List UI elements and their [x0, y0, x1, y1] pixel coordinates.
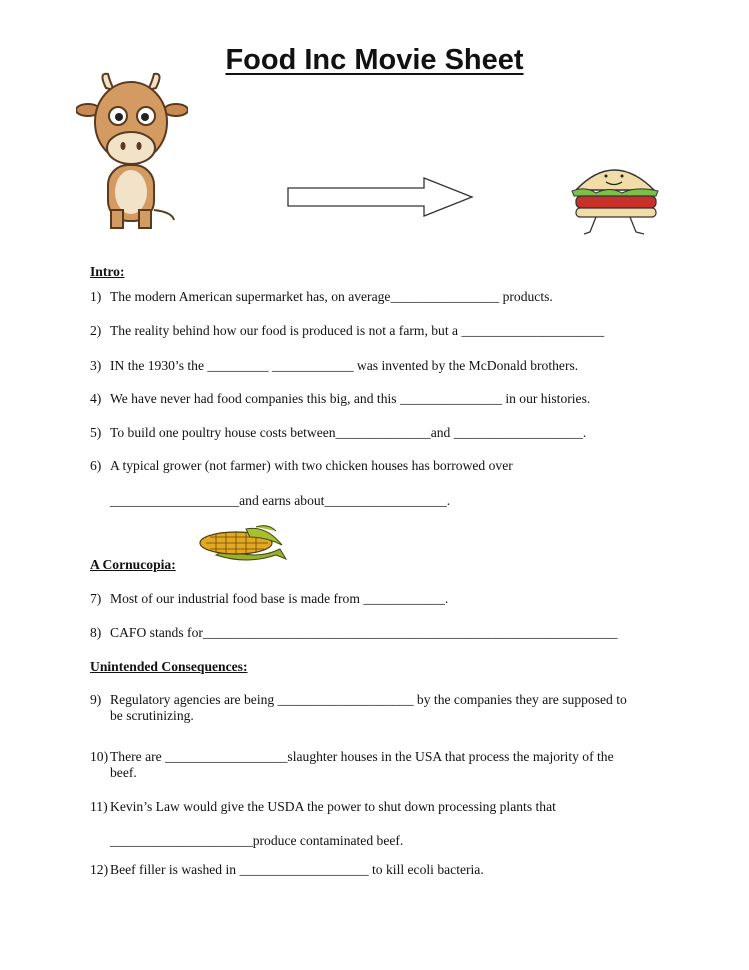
- item-number: 1): [90, 289, 102, 304]
- question-2: The reality behind how our food is produced is not a farm, but a _____________________: [110, 323, 605, 338]
- question-6: A typical grower (not farmer) with two chicken houses has borrowed over: [110, 458, 513, 473]
- item-number: 4): [90, 391, 102, 406]
- item-number: 5): [90, 425, 102, 440]
- cow-illustration: [76, 70, 188, 232]
- arrow-icon: [286, 176, 476, 218]
- question-7: Most of our industrial food base is made from ____________.: [110, 591, 449, 606]
- section-heading-cornucopia: A Cornucopia:: [90, 557, 176, 572]
- item-number: 7): [90, 591, 102, 606]
- question-11: Kevin’s Law would give the USDA the power to shut down processing plants that: [110, 799, 556, 814]
- item-number: 2): [90, 323, 102, 338]
- page-title: Food Inc Movie Sheet: [225, 44, 524, 76]
- section-heading-consequences: Unintended Consequences:: [90, 659, 248, 674]
- item-number: 9): [90, 692, 102, 707]
- item-number: 12): [90, 862, 109, 877]
- question-9-continued: be scrutinizing.: [110, 708, 194, 723]
- item-number: 11): [90, 799, 108, 814]
- section-heading-intro: Intro:: [90, 264, 125, 279]
- question-10: There are __________________slaughter houses in the USA that process the majority of the: [110, 749, 614, 764]
- question-12: Beef filler is washed in ___________________ to kill ecoli bacteria.: [110, 862, 484, 877]
- question-3: IN the 1930’s the _________ ____________ was invented by the McDonald brothers.: [110, 358, 579, 373]
- question-9: Regulatory agencies are being ____________________ by the companies they are supposed to: [110, 692, 627, 707]
- question-11-continued: _____________________produce contaminated beef.: [110, 833, 404, 848]
- question-6-continued: ___________________and earns about__________________.: [110, 493, 451, 508]
- burger-illustration: [566, 158, 664, 242]
- question-4: We have never had food companies this big, and this _______________ in our histories.: [110, 391, 591, 406]
- item-number: 6): [90, 458, 102, 473]
- question-8: CAFO stands for_____________________________________________________________: [110, 625, 618, 640]
- item-number: 10): [90, 749, 109, 764]
- item-number: 8): [90, 625, 102, 640]
- question-1: The modern American supermarket has, on average________________ products.: [110, 289, 553, 304]
- corn-illustration: [196, 525, 290, 565]
- question-10-continued: beef.: [110, 765, 137, 780]
- question-5: To build one poultry house costs between______________and ___________________.: [110, 425, 587, 440]
- item-number: 3): [90, 358, 102, 373]
